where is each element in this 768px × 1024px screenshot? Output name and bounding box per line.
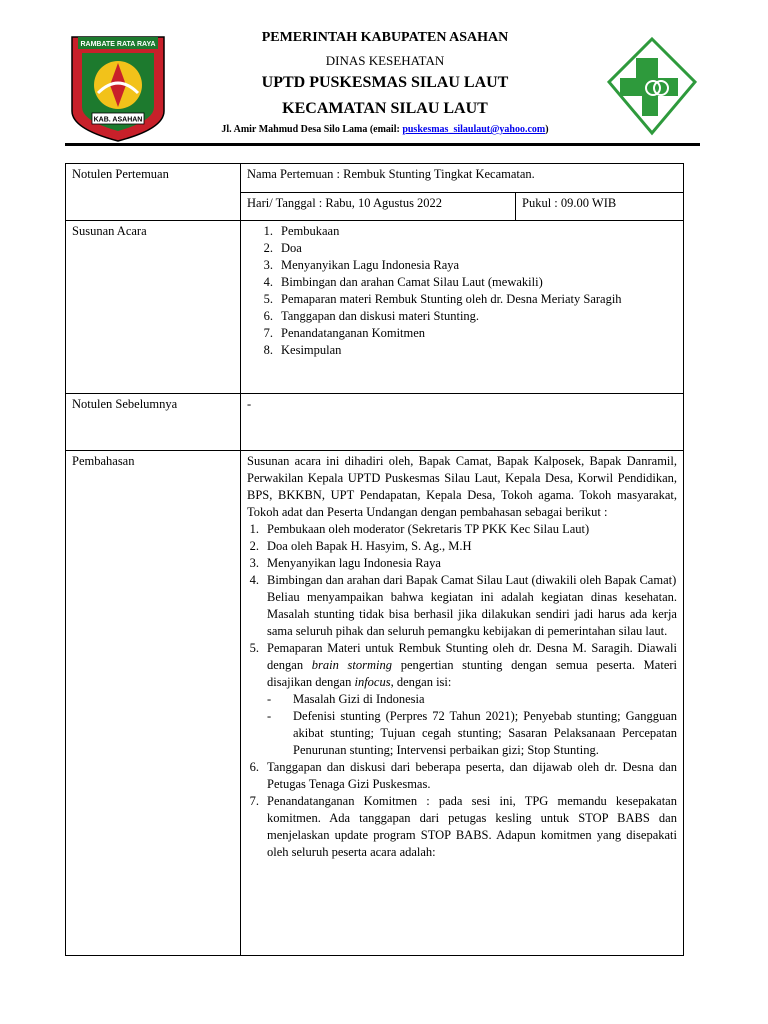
susunan-acara-label: Susunan Acara	[66, 221, 241, 394]
pembahasan-label: Pembahasan	[66, 451, 241, 956]
list-item: 2. Doa oleh Bapak H. Hasyim, S. Ag., M.H	[249, 539, 472, 553]
list-item: 6. Tanggapan dan diskusi materi Stunting.	[263, 309, 480, 323]
meeting-date: Hari/ Tanggal : Rabu, 10 Agustus 2022	[241, 192, 516, 221]
meeting-minutes-table	[65, 163, 684, 956]
address-line	[150, 124, 620, 135]
list-item: 5. Pemaparan Materi untuk Rembuk Stunting oleh dr. Desna M. Saragih. Diawali dengan brain storming pengertian stunting dengan semua peserta. Materi disajikan dengan infocus, dengan isi: - Masalah Gizi di Indonesia - Defenisi stunting (Perpres 72 Tahun 2021); Penyebab stunting; Gangguan akibat stunting; Tujuan cegah stunting; Sasaran Pelaksanaan Percepatan Penurunan stunting; Intervensi perbaikan gizi; Stop Stunting.	[249, 641, 677, 757]
puskesmas-logo	[606, 36, 698, 136]
notulen-pertemuan-label: Notulen Pertemuan	[66, 164, 241, 221]
emblem-top-text: RAMBATE RATA RAYA	[80, 41, 156, 48]
puskesmas-title: UPTD PUSKESMAS SILAU LAUT	[261, 74, 509, 91]
address-text: Jl. Amir Mahmud Desa Silo Lama (email:	[221, 124, 403, 135]
list-item: 7. Penandatanganan Komitmen	[263, 326, 426, 340]
list-item: 8. Kesimpulan	[263, 343, 342, 357]
list-item: 1. Pembukaan	[263, 224, 340, 238]
list-item: 4. Bimbingan dan arahan dari Bapak Camat Silau Laut (diwakili oleh Bapak Camat) Beliau menyampaikan bahwa kegiatan ini adalah kegiatan dinas kesehatan. Masalah stunting tidak bisa berhasil jika dilakukan sendiri jadi harus ada kerja sama seluruh pihak dan seluruh pemangku kebijakan di pemerintahan silau laut.	[249, 573, 677, 638]
list-item: 1. Pembukaan oleh moderator (Sekretaris TP PKK Kec Silau Laut)	[249, 522, 590, 536]
p4-detail: Beliau menyampaikan bahwa kegiatan ini adalah kegiatan dinas kesehatan. Masalah stunting tidak bisa berhasil jika dilakukan sendiri jadi harus ada kerja sama seluruh pihak dan seluruh pemangku kebijakan di pemerintahan silau laut.	[267, 590, 677, 638]
government-title: PEMERINTAH KABUPATEN ASAHAN	[261, 30, 509, 45]
agenda-cell	[241, 221, 684, 394]
department-title: DINAS KESEHATAN	[325, 53, 445, 68]
pembahasan-intro: Susunan acara ini dihadiri oleh, Bapak Camat, Bapak Kalposek, Bapak Danramil, Perwakilan Kepala UPTD Puskesmas Silau Laut, Kepala Desa, Korwil Pendidikan, BPS, BKKBN, UPT Pendapatan, Kepala Desa, Tokoh agama. Tokoh masyarakat, Tokoh adat dan Peserta Undangan dengan pembahasan sebagai berikut :	[247, 454, 677, 519]
list-item: 6. Tanggapan dan diskusi dari beberapa peserta, dan dijawab oleh dr. Desna dan Petugas Tenaga Gizi Puskesmas.	[249, 760, 677, 791]
agenda-list	[247, 223, 677, 359]
district-title: KECAMATAN SILAU LAUT	[282, 100, 488, 117]
emblem-bottom-text: KAB. ASAHAN	[93, 116, 143, 124]
table-row	[66, 451, 684, 956]
meeting-time: Pukul : 09.00 WIB	[516, 192, 684, 221]
list-item: - Defenisi stunting (Perpres 72 Tahun 2021); Penyebab stunting; Gangguan akibat stunting; Tujuan cegah stunting; Sasaran Pelaksanaan Percepatan Penurunan stunting; Intervensi perbaikan gizi; Stop Stunting.	[267, 709, 677, 757]
notulen-sebelumnya-label: Notulen Sebelumnya	[66, 394, 241, 451]
header-rule	[65, 143, 700, 146]
p4-text: Bimbingan dan arahan dari Bapak Camat Silau Laut (diwakili oleh Bapak Camat)	[267, 573, 677, 587]
pembahasan-cell	[241, 451, 684, 956]
table-row	[66, 164, 684, 193]
table-row	[66, 221, 684, 394]
discussion-list	[247, 521, 677, 861]
brain-storming-term: brain storming	[311, 658, 393, 672]
list-item: 3. Menyanyikan Lagu Indonesia Raya	[263, 258, 460, 272]
address-suffix: )	[545, 124, 549, 135]
list-item: 5. Pemaparan materi Rembuk Stunting oleh dr. Desna Meriaty Saragih	[263, 292, 622, 306]
letterhead	[0, 0, 768, 150]
notulen-sebelumnya-value: -	[241, 394, 684, 451]
email-link[interactable]: puskesmas_silaulaut@yahoo.com	[402, 124, 546, 135]
meeting-name: Nama Pertemuan : Rembuk Stunting Tingkat Kecamatan.	[241, 164, 684, 193]
list-item: 3. Menyanyikan lagu Indonesia Raya	[249, 556, 441, 570]
list-item: - Masalah Gizi di Indonesia	[267, 692, 425, 706]
table-row	[66, 394, 684, 451]
materi-sublist	[267, 691, 677, 759]
list-item: 7. Penandatanganan Komitmen : pada sesi ini, TPG memandu kesepakatan komitmen. Ada tanggapan dari petugas kesling untuk STOP BABS dan menjelaskan update program STOP BABS. Adapun komitmen yang disepakati oleh seluruh peserta acara adalah:	[249, 794, 677, 859]
infocus-term: infocus	[354, 675, 391, 689]
list-item: 2. Doa	[263, 241, 302, 255]
list-item: 4. Bimbingan dan arahan Camat Silau Laut (mewakili)	[263, 275, 543, 289]
